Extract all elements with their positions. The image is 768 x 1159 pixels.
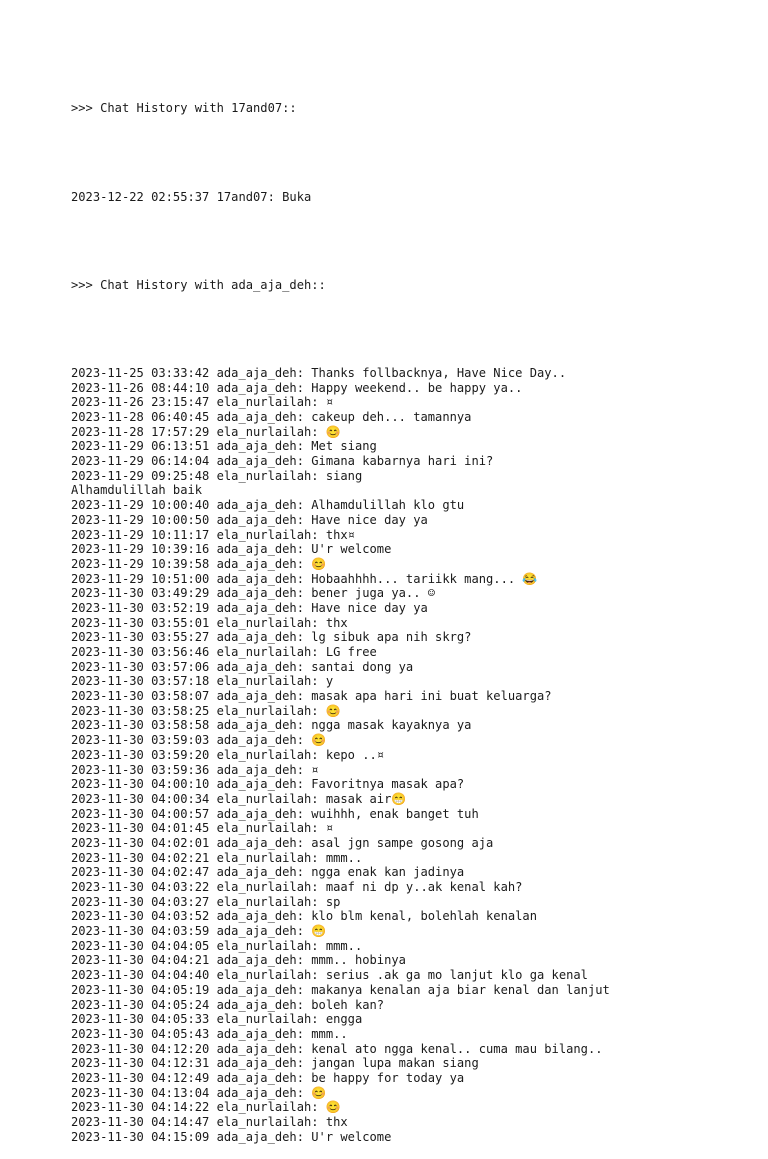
chat-message-line: 2023-11-30 04:00:10 ada_aja_deh: Favoritnya masak apa? bbox=[71, 777, 465, 792]
chat-message-line: 2023-11-30 04:02:47 ada_aja_deh: ngga enak kan jadinya bbox=[71, 865, 465, 880]
chat-message-line: 2023-11-28 17:57:29 ela_nurlailah: 😊 bbox=[71, 424, 341, 439]
chat-message-line: 2023-11-26 08:44:10 ada_aja_deh: Happy weekend.. be happy ya.. bbox=[71, 380, 523, 395]
chat-message-line: 2023-11-29 10:00:40 ada_aja_deh: Alhamdulillah klo gtu bbox=[71, 498, 465, 513]
section-lines-17and07 bbox=[71, 190, 751, 205]
chat-message-line: 2023-11-29 10:00:50 ada_aja_deh: Have nice day ya bbox=[71, 512, 428, 527]
chat-message-line: 2023-11-30 03:59:03 ada_aja_deh: 😊 bbox=[71, 733, 327, 748]
chat-message-line: 2023-11-29 10:39:16 ada_aja_deh: U'r welcome bbox=[71, 542, 392, 557]
section-header-ada-aja-deh: >>> Chat History with ada_aja_deh:: bbox=[71, 277, 326, 292]
chat-message-line: 2023-11-26 23:15:47 ela_nurlailah: ¤ bbox=[71, 395, 334, 410]
chat-message-line: 2023-11-30 04:03:22 ela_nurlailah: maaf ni dp y..ak kenal kah? bbox=[71, 880, 523, 895]
chat-message-line: 2023-11-30 04:02:21 ela_nurlailah: mmm.. bbox=[71, 850, 363, 865]
chat-message-line: 2023-11-30 03:56:46 ela_nurlailah: LG free bbox=[71, 645, 377, 660]
chat-message-line: 2023-11-30 04:02:01 ada_aja_deh: asal jgn sampe gosong aja bbox=[71, 835, 494, 850]
chat-message-line: 2023-11-30 04:00:34 ela_nurlailah: masak air😁 bbox=[71, 791, 407, 806]
chat-message-line: 2023-11-30 04:05:24 ada_aja_deh: boleh kan? bbox=[71, 997, 385, 1012]
chat-message-line: 2023-11-29 09:25:48 ela_nurlailah: siang bbox=[71, 468, 363, 483]
section-lines-ada-aja-deh bbox=[71, 366, 751, 1144]
chat-message-line: 2023-11-30 04:12:20 ada_aja_deh: kenal ato ngga kenal.. cuma mau bilang.. bbox=[71, 1041, 603, 1056]
spacer bbox=[71, 322, 751, 337]
chat-message-line: 2023-11-30 03:58:25 ela_nurlailah: 😊 bbox=[71, 703, 341, 718]
chat-message-line: 2023-11-30 03:49:29 ada_aja_deh: bener juga ya.. ☺ bbox=[71, 586, 436, 601]
chat-message-line: 2023-11-30 04:04:40 ela_nurlailah: serius .ak ga mo lanjut klo ga kenal bbox=[71, 968, 588, 983]
chat-message-line: 2023-11-25 03:33:42 ada_aja_deh: Thanks follbacknya, Have Nice Day.. bbox=[71, 365, 567, 380]
chat-message-line: 2023-11-30 03:55:01 ela_nurlailah: thx bbox=[71, 615, 348, 630]
chat-message-line: 2023-11-30 03:59:36 ada_aja_deh: ¤ bbox=[71, 762, 319, 777]
chat-message-line: 2023-11-30 03:58:58 ada_aja_deh: ngga masak kayaknya ya bbox=[71, 718, 472, 733]
chat-message-line: 2023-11-30 03:55:27 ada_aja_deh: lg sibuk apa nih skrg? bbox=[71, 630, 472, 645]
chat-message-line: 2023-11-30 04:05:43 ada_aja_deh: mmm.. bbox=[71, 1026, 348, 1041]
chat-message-line: Alhamdulillah baik bbox=[71, 483, 203, 498]
chat-message-line: 2023-11-30 04:13:04 ada_aja_deh: 😊 bbox=[71, 1085, 327, 1100]
chat-message-line: 2023-11-30 04:03:27 ela_nurlailah: sp bbox=[71, 894, 341, 909]
chat-message-line: 2023-11-30 04:05:19 ada_aja_deh: makanya kenalan aja biar kenal dan lanjut bbox=[71, 982, 610, 997]
chat-message-line: 2023-11-30 03:52:19 ada_aja_deh: Have nice day ya bbox=[71, 600, 428, 615]
chat-message-line: 2023-11-29 06:14:04 ada_aja_deh: Gimana kabarnya hari ini? bbox=[71, 454, 494, 469]
chat-message-line: 2023-11-30 03:59:20 ela_nurlailah: kepo ..¤ bbox=[71, 747, 385, 762]
chat-message-line: 2023-11-30 03:58:07 ada_aja_deh: masak apa hari ini buat keluarga? bbox=[71, 689, 552, 704]
chat-message-line: 2023-11-29 06:13:51 ada_aja_deh: Met siang bbox=[71, 439, 377, 454]
chat-message-line: 2023-11-28 06:40:45 ada_aja_deh: cakeup deh... tamannya bbox=[71, 410, 472, 425]
chat-message-line: 2023-11-30 03:57:06 ada_aja_deh: santai dong ya bbox=[71, 659, 414, 674]
chat-message-line: 2023-11-30 04:05:33 ela_nurlailah: engga bbox=[71, 1012, 363, 1027]
chat-message-line: 2023-11-30 04:12:31 ada_aja_deh: jangan lupa makan siang bbox=[71, 1056, 479, 1071]
spacer bbox=[71, 234, 751, 249]
spacer bbox=[71, 146, 751, 161]
chat-message-line: 2023-11-30 04:03:59 ada_aja_deh: 😁 bbox=[71, 924, 327, 939]
chat-message-line: 2023-11-30 04:14:22 ela_nurlailah: 😊 bbox=[71, 1100, 341, 1115]
chat-message-line: 2023-11-30 04:03:52 ada_aja_deh: klo blm kenal, bolehlah kenalan bbox=[71, 909, 537, 924]
chat-message-line: 2023-11-29 10:11:17 ela_nurlailah: thx¤ bbox=[71, 527, 355, 542]
chat-message-line: 2023-11-29 10:51:00 ada_aja_deh: Hobaahhhh... tariikk mang... 😂 bbox=[71, 571, 538, 586]
chat-message-line: 2023-11-30 04:01:45 ela_nurlailah: ¤ bbox=[71, 821, 334, 836]
chat-message-line: 2023-11-30 04:15:09 ada_aja_deh: U'r welcome bbox=[71, 1129, 392, 1144]
chat-message-line: 2023-11-30 04:04:21 ada_aja_deh: mmm.. hobinya bbox=[71, 953, 406, 968]
chat-message-line: 2023-11-29 10:39:58 ada_aja_deh: 😊 bbox=[71, 556, 327, 571]
chat-message-line: 2023-11-30 03:57:18 ela_nurlailah: y bbox=[71, 674, 334, 689]
chat-message-line: 2023-11-30 04:00:57 ada_aja_deh: wuihhh, enak banget tuh bbox=[71, 806, 479, 821]
chat-message-line: 2023-11-30 04:14:47 ela_nurlailah: thx bbox=[71, 1115, 348, 1130]
chat-message-line: 2023-11-30 04:04:05 ela_nurlailah: mmm.. bbox=[71, 938, 363, 953]
section-header-17and07: >>> Chat History with 17and07:: bbox=[71, 101, 297, 116]
chat-message-line: 2023-11-30 04:12:49 ada_aja_deh: be happy for today ya bbox=[71, 1070, 465, 1085]
chat-history-document bbox=[71, 72, 751, 1159]
chat-message-line: 2023-12-22 02:55:37 17and07: Buka bbox=[71, 189, 312, 204]
